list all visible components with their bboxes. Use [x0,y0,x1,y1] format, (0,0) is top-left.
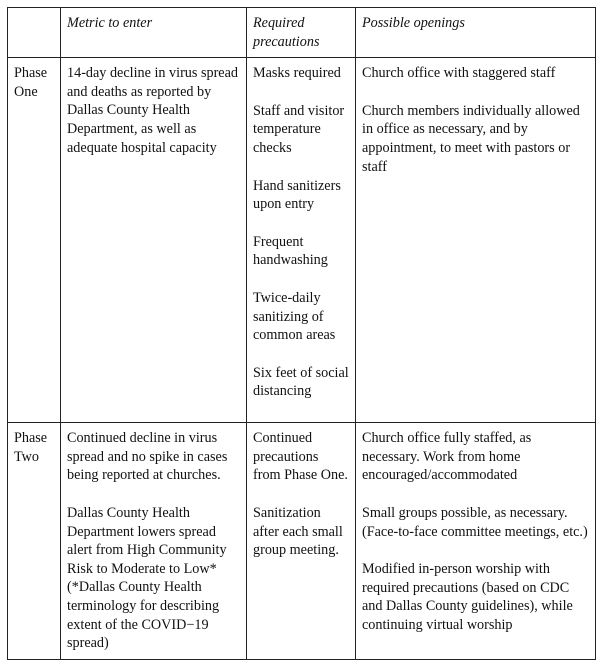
opening-item: Church members individually allowed in office as necessary, and by appointment, to meet with pastors or staff [362,102,580,175]
opening-item: Church office with staggered staff [362,65,556,82]
precaution-item: Sanitization after each small group meeting. [253,504,343,559]
metric-text: 14-day decline in virus spread and deaths as reported by Dallas County Health Department, as well as adequate hospital capacity [67,65,238,156]
metric-cell [61,423,247,660]
metric-cell [61,58,247,423]
precautions-cell [247,423,356,660]
openings-cell [356,58,596,423]
precaution-item: Staff and visitor temperature checks [253,102,345,156]
opening-item: Modified in-person worship with required precautions (based on CDC and Dallas County guidelines), while continuing virtual worship [362,561,573,633]
header-metric: Metric to enter [61,8,247,58]
metric-text: Dallas County Health Department lowers spread alert from High Community Risk to Moderate to Low* (*Dallas County Health terminology for describing extent of the COVID−19 spread) [67,504,227,652]
reopening-phases-table [7,7,596,660]
opening-item: Small groups possible, as necessary. (Face-to-face committee meetings, etc.) [362,504,588,540]
precaution-item: Twice-daily sanitizing of common areas [253,289,336,344]
precaution-item: Six feet of social distancing [253,364,349,400]
metric-text: Continued decline in virus spread and no spike in cases being reported at churches. [67,430,228,484]
phase-label: Phase Two [8,423,61,660]
precautions-cell [247,58,356,423]
header-phase [8,8,61,58]
table-header-row [8,8,596,58]
precaution-item: Masks required [253,65,341,82]
table-row-phase-two [8,423,596,660]
openings-cell [356,423,596,660]
precaution-item: Hand sanitizers upon entry [253,177,341,213]
precaution-item: Continued precautions from Phase One. [253,430,348,484]
precaution-item: Frequent handwashing [253,233,328,269]
header-precautions: Required precautions [247,8,356,58]
header-openings: Possible openings [356,8,596,58]
phase-label: Phase One [8,58,61,423]
opening-item: Church office fully staffed, as necessary. Work from home encouraged/accommodated [362,430,532,484]
table-row-phase-one [8,58,596,423]
